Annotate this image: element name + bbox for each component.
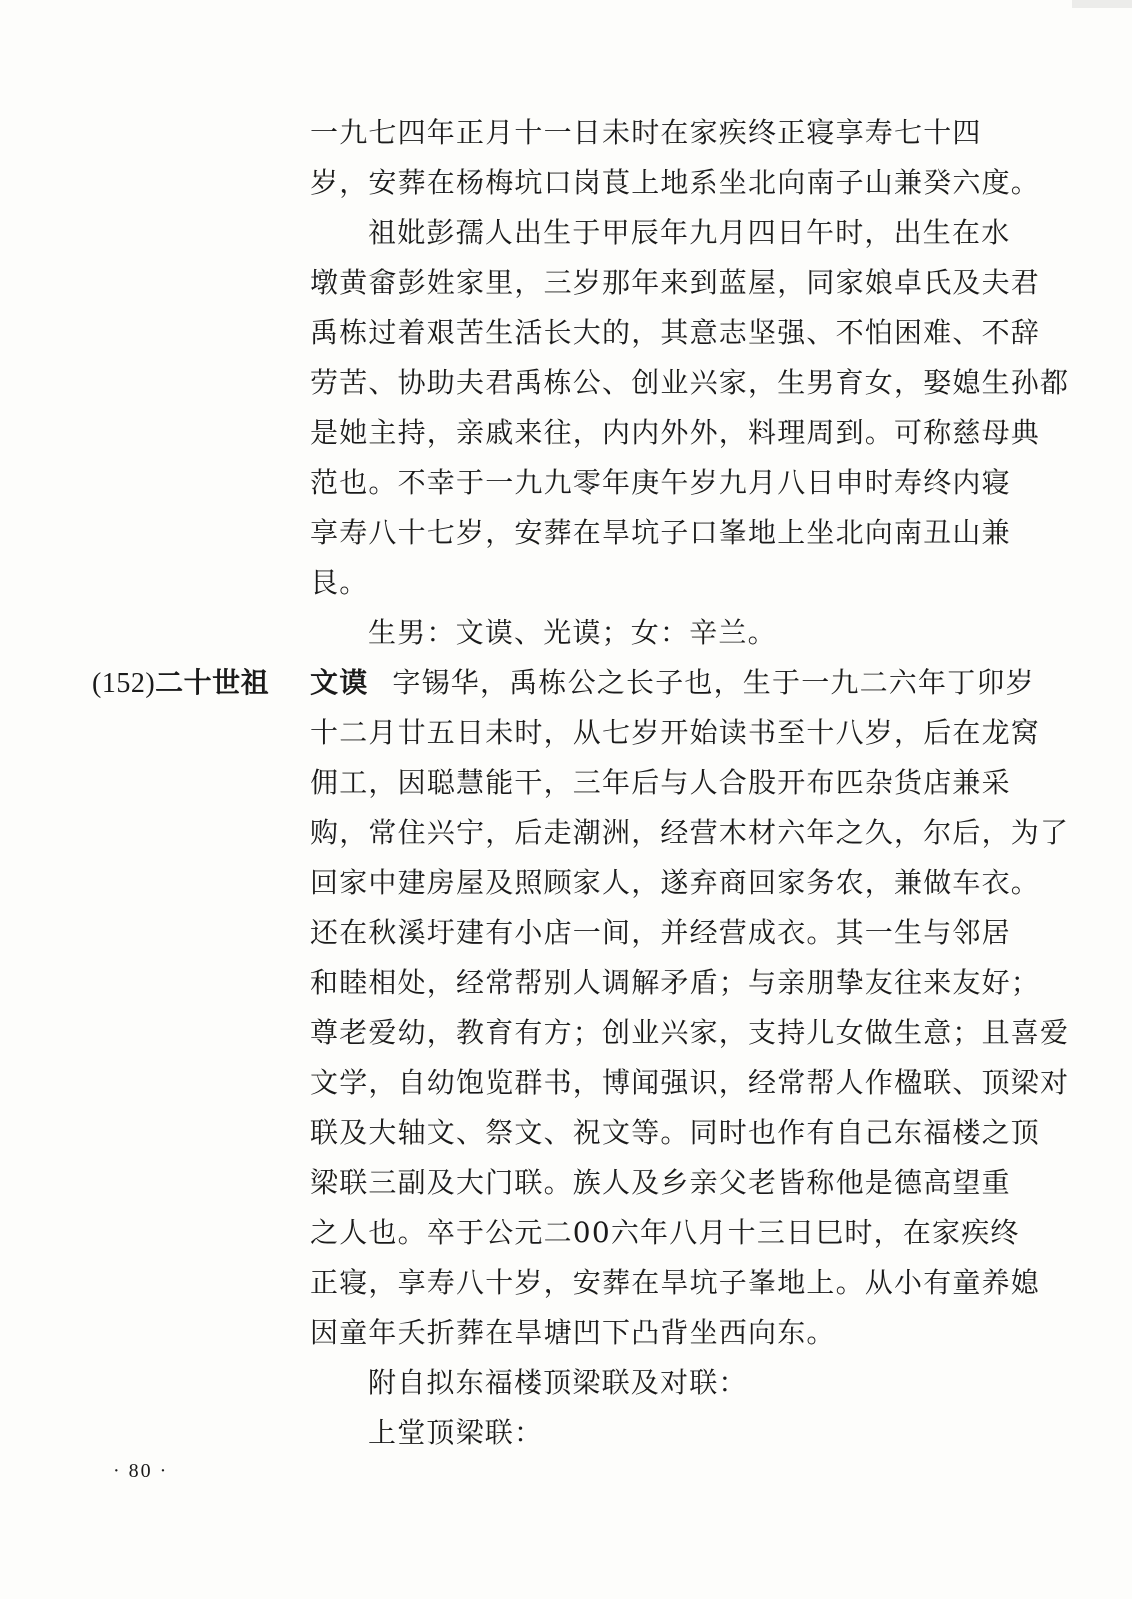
entry-name: 文谟	[310, 666, 369, 699]
text-line: 祖妣彭孺人出生于甲辰年九月四日午时，出生在水	[368, 216, 1011, 249]
page-number: · 80 ·	[113, 1460, 169, 1482]
text-line: 尊老爱幼，教育有方；创业兴家，支持儿女做生意；且喜爱	[310, 1016, 1070, 1049]
text-line: 岁，安葬在杨梅坑口岗茛上地系坐北向南子山兼癸六度。	[310, 166, 1041, 199]
text-line: 还在秋溪圩建有小店一间，并经营成衣。其一生与邻居	[310, 916, 1011, 949]
text-line: 艮。	[310, 566, 369, 599]
text-line: 劳苦、协助夫君禹栋公、创业兴家，生男育女，娶媳生孙都	[310, 366, 1070, 399]
entry-first-line	[310, 658, 1045, 708]
text-line: 之人也。卒于公元二00六年八月十三日巳时，在家疾终	[310, 1216, 1020, 1249]
text-line: 购，常住兴宁，后走潮洲，经营木材六年之久，尔后，为了	[310, 816, 1070, 849]
text-line: 和睦相处，经常帮别人调解矛盾；与亲朋挚友往来友好；	[310, 966, 1041, 999]
generation-title: 二十世祖	[155, 666, 270, 699]
text-line: 回家中建房屋及照顾家人，遂弃商回家务农，兼做车衣。	[310, 866, 1041, 899]
text-line: 一九七四年正月十一日未时在家疾终正寝享寿七十四	[310, 116, 982, 149]
text-line: 墩黄畲彭姓家里，三岁那年来到蓝屋，同家娘卓氏及夫君	[310, 266, 1041, 299]
body-text	[310, 108, 1070, 1458]
text-line: 十二月廿五日未时，从七岁开始读书至十八岁，后在龙窝	[310, 716, 1041, 749]
scan-corner-mark	[1072, 0, 1132, 8]
text-line: 正寝，享寿八十岁，安葬在旱坑子峯地上。从小有童养媳	[310, 1266, 1041, 1299]
text-line: 因童年夭折葬在旱塘凹下凸背坐西向东。	[310, 1316, 836, 1349]
text-line-section: 上堂顶梁联：	[368, 1416, 544, 1449]
text-line-appendix: 附自拟东福楼顶梁联及对联：	[368, 1366, 748, 1399]
text-line: 联及大轴文、祭文、祝文等。同时也作有自己东福楼之顶	[310, 1116, 1041, 1149]
text-line: 佣工，因聪慧能干，三年后与人合股开布匹杂货店兼采	[310, 766, 1011, 799]
text-line: 是她主持，亲戚来往，内内外外，料理周到。可称慈母典	[310, 416, 1041, 449]
text-line: 禹栋过着艰苦生活长大的，其意志坚强、不怕困难、不辞	[310, 316, 1041, 349]
text-line: 范也。不幸于一九九零年庚午岁九月八日申时寿终内寝	[310, 466, 1011, 499]
text-line: 梁联三副及大门联。族人及乡亲父老皆称他是德高望重	[310, 1166, 1011, 1199]
entry-first-line-text: 字锡华，禹栋公之长子也，生于一九二六年丁卯岁	[392, 666, 1035, 699]
generation-number: (152)	[92, 668, 156, 699]
text-line: 享寿八十七岁，安葬在旱坑子口峯地上坐北向南丑山兼	[310, 516, 1011, 549]
text-line-children: 生男：文谟、光谟；女：辛兰。	[368, 616, 777, 649]
text-line: 文学，自幼饱览群书，博闻强识，经常帮人作楹联、顶梁对	[310, 1066, 1070, 1099]
generation-label	[92, 658, 269, 708]
